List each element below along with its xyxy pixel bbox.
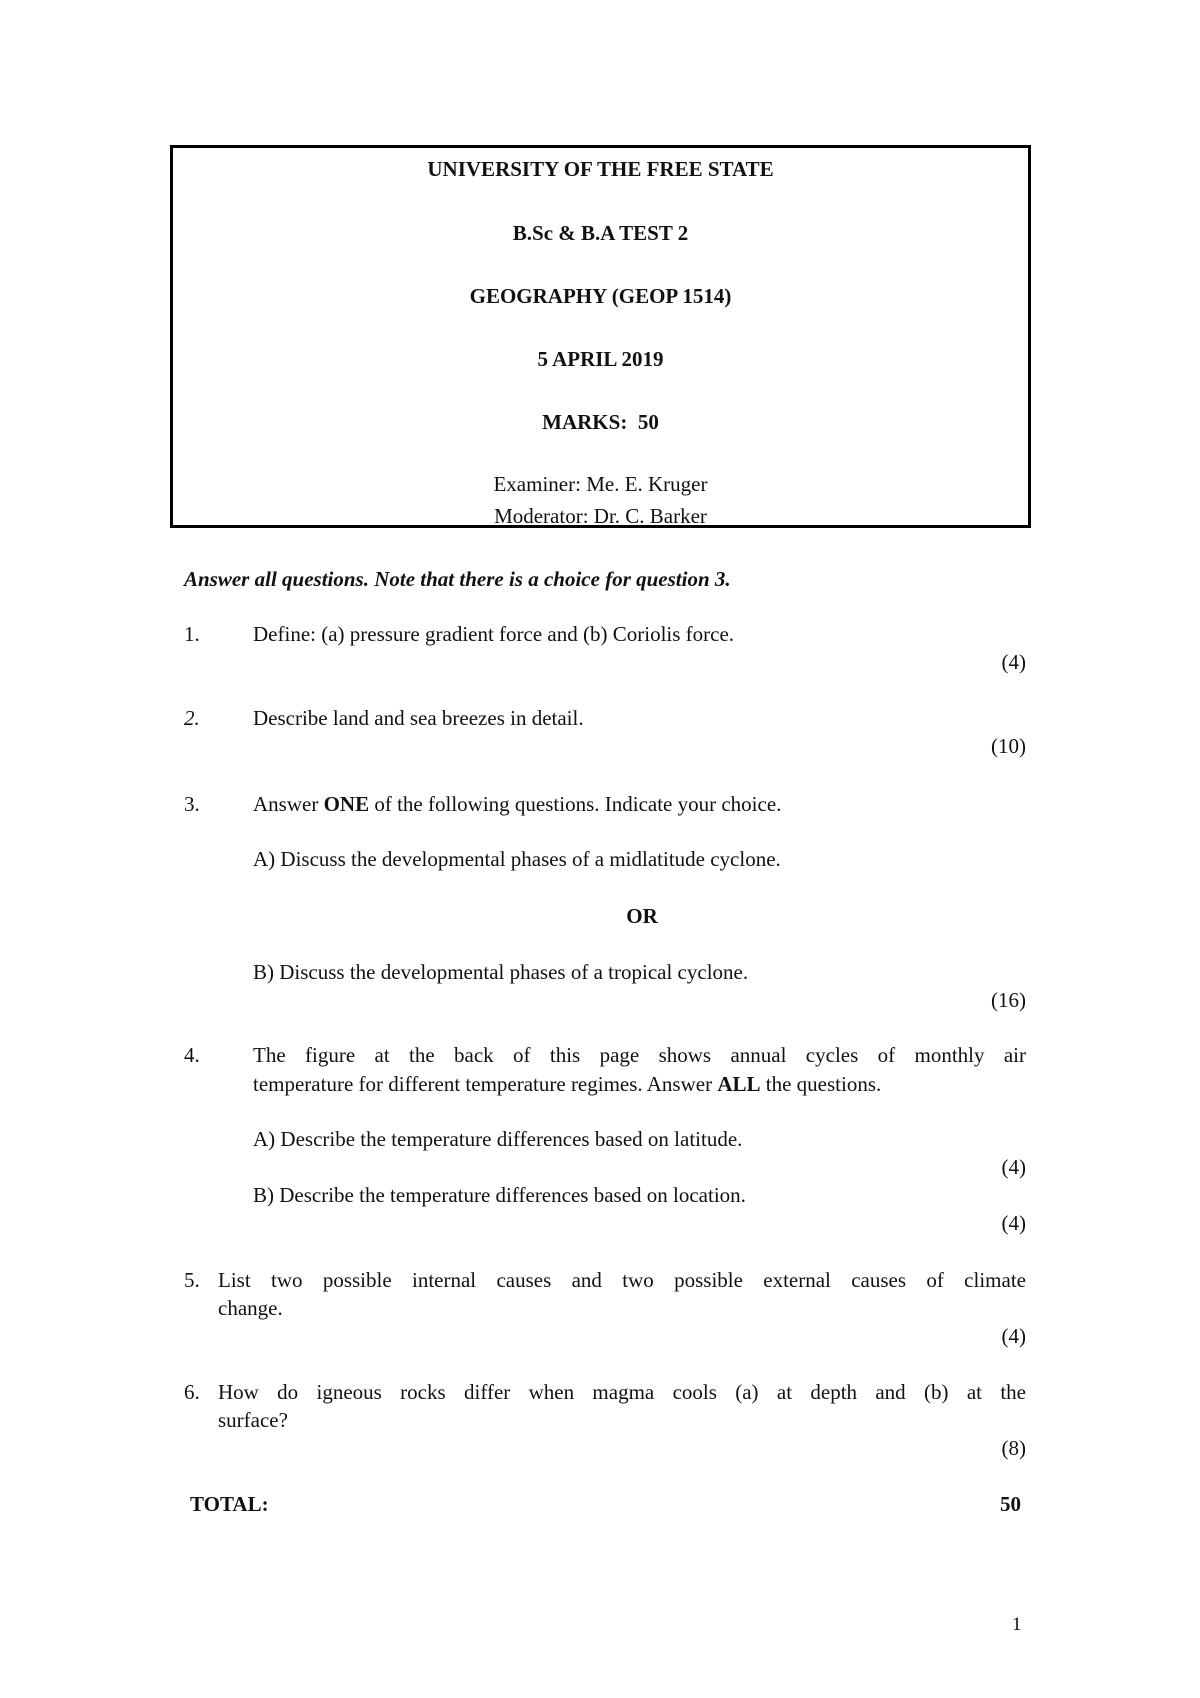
question-5-marks: (4) xyxy=(1001,1324,1026,1348)
question-3-option-b: B) Discuss the developmental phases of a tropical cyclone. xyxy=(253,960,749,984)
question-3-number: 3. xyxy=(184,792,200,816)
subject-title: GEOGRAPHY (GEOP 1514) xyxy=(469,284,732,308)
instructions: Answer all questions. Note that there is a choice for question 3. xyxy=(184,567,731,591)
question-4-line-2-before: temperature for different temperature regimes. Answer xyxy=(253,1072,718,1096)
header-box xyxy=(170,145,1031,528)
question-4-line-2 xyxy=(253,1072,881,1097)
question-3-text xyxy=(253,792,781,817)
question-2-marks: (10) xyxy=(991,734,1026,758)
test-title: B.Sc & B.A TEST 2 xyxy=(512,221,689,245)
examiner: Examiner: Me. E. Kruger xyxy=(493,472,708,496)
question-2-text: Describe land and sea breezes in detail. xyxy=(253,706,584,730)
question-4-sub-a-marks: (4) xyxy=(1001,1155,1026,1179)
question-3-text-bold: ONE xyxy=(323,792,370,816)
question-4-sub-b: B) Describe the temperature differences based on location. xyxy=(253,1183,746,1207)
university-name: UNIVERSITY OF THE FREE STATE xyxy=(427,157,774,181)
page-number: 1 xyxy=(1012,1614,1022,1635)
question-5-line-2: change. xyxy=(218,1296,283,1320)
question-6-number: 6. xyxy=(184,1380,200,1404)
question-4-line-1: The figure at the back of this page shows annual cycles of monthly air xyxy=(253,1043,1026,1067)
total-label: TOTAL: xyxy=(190,1492,269,1516)
question-1-marks: (4) xyxy=(1001,650,1026,674)
question-6-marks: (8) xyxy=(1001,1436,1026,1460)
question-1-text: Define: (a) pressure gradient force and (b) Coriolis force. xyxy=(253,622,735,646)
test-date: 5 APRIL 2019 xyxy=(537,347,664,371)
question-3-text-before: Answer xyxy=(253,792,324,816)
question-3-text-after: of the following questions. Indicate your choice. xyxy=(369,792,782,816)
question-3-or: OR xyxy=(626,904,658,928)
question-2-number: 2. xyxy=(184,706,200,730)
question-6-line-2: surface? xyxy=(218,1408,288,1432)
total-marks-line xyxy=(173,410,1028,435)
question-4-sub-b-marks: (4) xyxy=(1001,1211,1026,1235)
marks-label: MARKS: xyxy=(542,410,628,434)
question-3-marks: (16) xyxy=(991,988,1026,1012)
question-3-option-a: A) Discuss the developmental phases of a midlatitude cyclone. xyxy=(253,847,781,871)
question-5-number: 5. xyxy=(184,1268,200,1292)
question-4-line-2-bold: ALL xyxy=(717,1072,761,1096)
question-4-sub-a: A) Describe the temperature differences based on latitude. xyxy=(253,1127,743,1151)
question-4-number: 4. xyxy=(184,1043,200,1067)
total-value: 50 xyxy=(1000,1492,1021,1516)
marks-value: 50 xyxy=(637,410,659,434)
question-4-line-2-after: the questions. xyxy=(760,1072,882,1096)
question-1-number: 1. xyxy=(184,622,200,646)
question-6-line-1: How do igneous rocks differ when magma cools (a) at depth and (b) at the xyxy=(218,1380,1026,1404)
question-5-line-1: List two possible internal causes and two possible external causes of climate xyxy=(218,1268,1026,1292)
moderator: Moderator: Dr. C. Barker xyxy=(494,504,707,528)
